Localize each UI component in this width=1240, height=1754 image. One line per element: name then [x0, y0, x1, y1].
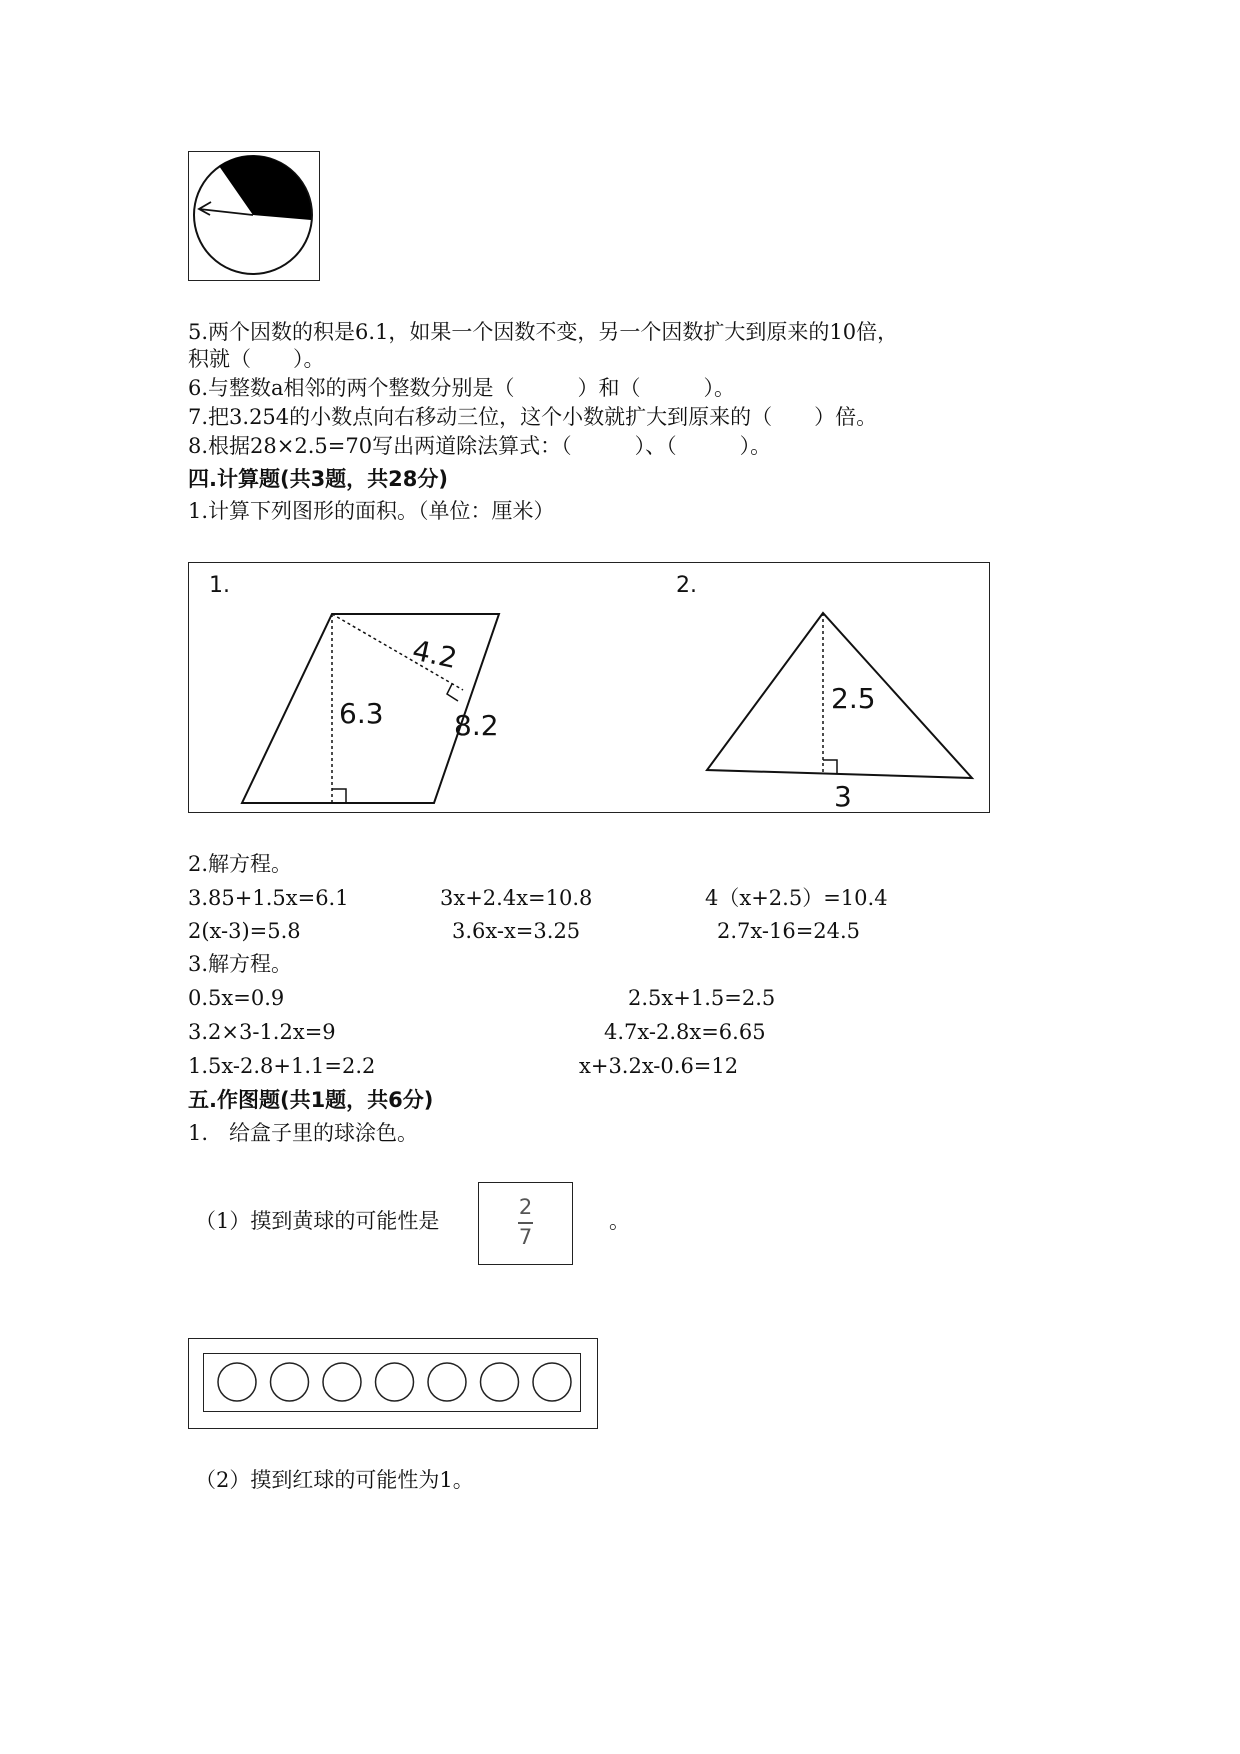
- question-7: 7.把3.254的小数点向右移动三位，这个小数就扩大到原来的（ ）倍。: [188, 405, 878, 429]
- equation-2-2-3: 2.7x-16=24.5: [717, 919, 861, 943]
- ball-circle: [271, 1363, 309, 1401]
- equation-2-1-1: 3.85+1.5x=6.1: [188, 886, 349, 910]
- area-figures: [189, 563, 988, 811]
- ball-circle: [481, 1363, 519, 1401]
- triangle-base-label: 3: [834, 780, 852, 811]
- parallelogram-side-label: 8.2: [454, 709, 499, 742]
- equation-3-1-2: 2.5x+1.5=2.5: [628, 986, 776, 1010]
- equation-3-2-1: 3.2×3-1.2x=9: [188, 1020, 336, 1044]
- equation-2-2-1: 2(x-3)=5.8: [188, 919, 301, 943]
- balls-row: [204, 1354, 579, 1410]
- sub-question-1-prefix: （1）摸到黄球的可能性是: [195, 1209, 440, 1233]
- spinner-diagram: [189, 152, 318, 279]
- question-5-line2: 积就（ ）。: [188, 347, 325, 371]
- figure-2-label: 2.: [676, 573, 697, 598]
- equation-3-2-2: 4.7x-2.8x=6.65: [604, 1020, 766, 1044]
- section-5-heading: 五.作图题(共1题，共6分): [188, 1088, 434, 1112]
- parallelogram-height-label: 6.3: [339, 697, 384, 730]
- question-6: 6.与整数a相邻的两个整数分别是（ ）和（ ）。: [188, 376, 736, 400]
- ball-circle: [323, 1363, 361, 1401]
- ball-box-outer: [188, 1338, 598, 1429]
- fraction-box: [478, 1182, 573, 1265]
- section-4-heading: 四.计算题(共3题，共28分): [188, 467, 449, 491]
- triangle-height-label: 2.5: [831, 682, 876, 715]
- ball-box-inner: [203, 1353, 581, 1412]
- section-4-q2: 2.解方程。: [188, 852, 293, 876]
- sub-question-1-suffix: 。: [609, 1209, 630, 1233]
- ball-circle: [218, 1363, 256, 1401]
- section-4-q3: 3.解方程。: [188, 952, 293, 976]
- area-figures-box: [188, 562, 990, 813]
- ball-circle: [428, 1363, 466, 1401]
- equation-3-3-2: x+3.2x-0.6=12: [579, 1054, 739, 1078]
- figure-1-label: 1.: [209, 573, 230, 598]
- equation-3-3-1: 1.5x-2.8+1.1=2.2: [188, 1054, 376, 1078]
- ball-circle: [376, 1363, 414, 1401]
- fraction-bar: [518, 1222, 533, 1224]
- question-8: 8.根据28×2.5=70写出两道除法算式：（ ）、（ ）。: [188, 434, 772, 458]
- ball-circle: [533, 1363, 571, 1401]
- equation-2-1-2: 3x+2.4x=10.8: [440, 886, 593, 910]
- section-5-q1: 1. 给盒子里的球涂色。: [188, 1121, 419, 1145]
- spinner-figure-box: [188, 151, 320, 281]
- question-5-line1: 5.两个因数的积是6.1，如果一个因数不变，另一个因数扩大到原来的10倍，: [188, 320, 899, 344]
- fraction-denominator: 7: [518, 1225, 533, 1249]
- equation-2-2-2: 3.6x-x=3.25: [452, 919, 581, 943]
- section-4-q1: 1.计算下列图形的面积。（单位：厘米）: [188, 499, 555, 523]
- fraction-numerator: 2: [518, 1195, 533, 1219]
- equation-2-1-3: 4（x+2.5）=10.4: [705, 886, 888, 910]
- parallelogram-perp-label: 4.2: [409, 633, 460, 676]
- equation-3-1-1: 0.5x=0.9: [188, 986, 285, 1010]
- sub-question-2: （2）摸到红球的可能性为1。: [195, 1468, 474, 1492]
